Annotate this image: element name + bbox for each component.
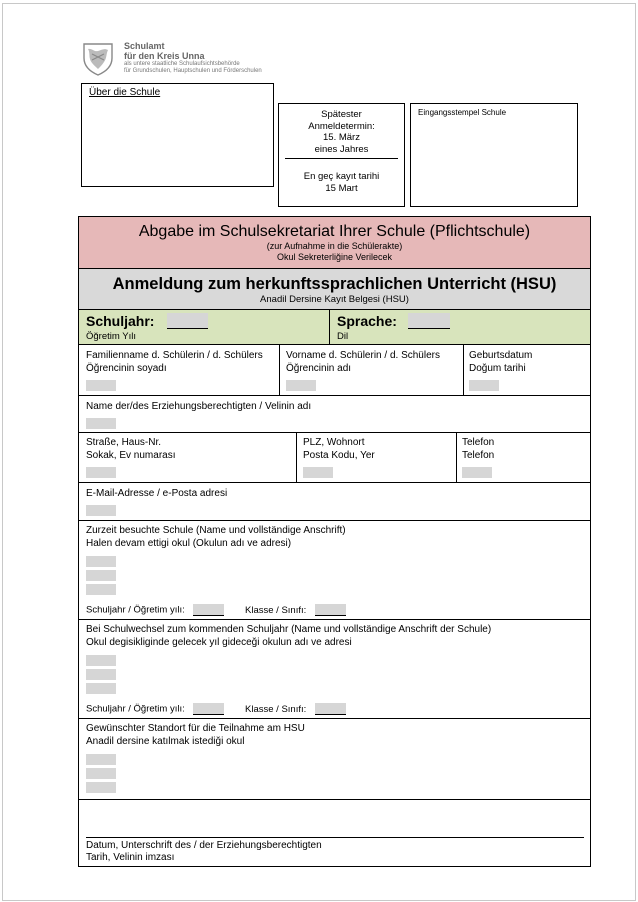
phone-field[interactable]	[462, 467, 492, 478]
org-name-line1: Schulamt	[124, 41, 165, 51]
firstname-field[interactable]	[286, 380, 316, 391]
deadline-box	[278, 103, 405, 207]
guardian-field[interactable]	[86, 418, 116, 429]
lastname-label-tr: Öğrencinin soyadı	[86, 363, 167, 374]
location-label-tr: Anadil dersine katılmak istediği okul	[86, 736, 245, 747]
location-field-2[interactable]	[86, 768, 116, 779]
current-school-year-field[interactable]	[193, 604, 224, 616]
street-label-de: Straße, Haus-Nr.	[86, 437, 162, 448]
language-field[interactable]	[408, 313, 450, 329]
next-school-field-1[interactable]	[86, 655, 116, 666]
form-table	[78, 216, 591, 867]
deadline-de-line4: eines Jahres	[314, 143, 369, 155]
firstname-label-de: Vorname d. Schülerin / d. Schülers	[286, 350, 440, 361]
stamp-label: Eingangsstempel Schule	[418, 108, 507, 117]
banner-sub1: (zur Aufnahme in die Schülerakte)	[266, 241, 403, 251]
form-title-band	[79, 269, 590, 309]
stamp-box	[410, 103, 578, 207]
next-school-year-field[interactable]	[193, 703, 224, 715]
banner-title: Abgabe im Schulsekretariat Ihrer Schule (Pflichtschule)	[138, 223, 531, 240]
language-tr: Dil	[337, 331, 349, 342]
current-school-class-field[interactable]	[315, 604, 346, 616]
deadline-de-line2: Anmeldetermin:	[308, 120, 375, 132]
next-school-field-2[interactable]	[86, 669, 116, 680]
school-info-label: Über die Schule	[89, 87, 161, 98]
current-school-field-1[interactable]	[86, 556, 116, 567]
location-field-3[interactable]	[86, 782, 116, 793]
current-school-year-label: Schuljahr / Öğretim yılı:	[86, 604, 185, 616]
signature-line[interactable]	[86, 837, 584, 838]
lastname-label-de: Familienname d. Schülerin / d. Schülers	[86, 350, 263, 361]
zip-label-tr: Posta Kodu, Yer	[303, 450, 375, 461]
zip-city-field[interactable]	[303, 467, 333, 478]
year-language-band	[79, 310, 590, 344]
org-name-line4: für Grundschulen, Hauptschulen und Förderschulen	[124, 68, 262, 74]
next-school-label-tr: Okul degisikliginde gelecek yıl gideceği okulun adı ve adresi	[86, 637, 352, 648]
current-school-label-de: Zurzeit besuchte Schule (Name und vollständige Anschrift)	[86, 525, 346, 536]
birthdate-field[interactable]	[469, 380, 499, 391]
submission-banner	[79, 217, 590, 268]
signature-label-de: Datum, Unterschrift des / der Erziehungsberechtigten	[86, 840, 322, 851]
phone-label-tr: Telefon	[462, 450, 495, 461]
street-field[interactable]	[86, 467, 116, 478]
lastname-field[interactable]	[86, 380, 116, 391]
guardian-label: Name der/des Erziehungsberechtigten / Velinin adı	[86, 401, 312, 412]
next-school-year-label: Schuljahr / Öğretim yılı:	[86, 703, 185, 715]
school-info-box	[81, 83, 274, 187]
birthdate-label-de: Geburtsdatum	[469, 350, 533, 361]
org-name-line3: als untere staatliche Schulaufsichtsbehörde	[124, 61, 240, 67]
language-label: Sprache:	[337, 313, 397, 329]
email-label: E-Mail-Adresse / e-Posta adresi	[86, 488, 228, 499]
email-field[interactable]	[86, 505, 116, 516]
current-school-field-2[interactable]	[86, 570, 116, 581]
org-name-line2: für den Kreis Unna	[124, 51, 205, 61]
deadline-divider	[285, 158, 398, 159]
next-school-field-3[interactable]	[86, 683, 116, 694]
coat-of-arms-logo	[80, 40, 116, 76]
school-year-tr: Öğretim Yılı	[86, 331, 136, 342]
signature-label-tr: Tarih, Velinin imzası	[86, 852, 175, 863]
location-field-1[interactable]	[86, 754, 116, 765]
phone-label-de: Telefon	[462, 437, 495, 448]
deadline-tr-line1: En geç kayıt tarihi	[303, 171, 380, 182]
next-school-label-de: Bei Schulwechsel zum kommenden Schuljahr (Name und vollständige Anschrift der Schule)	[86, 624, 492, 635]
current-school-label-tr: Halen devam ettigi okul (Okulun adı ve adresi)	[86, 538, 292, 549]
birthdate-label-tr: Doğum tarihi	[469, 363, 526, 374]
school-year-field[interactable]	[167, 313, 208, 329]
form-subtitle: Anadil Dersine Kayıt Belgesi (HSU)	[260, 294, 409, 305]
deadline-de-line1: Spätester	[321, 109, 362, 120]
deadline-de-line3: 15. März	[323, 132, 360, 143]
next-school-class-field[interactable]	[315, 703, 346, 715]
current-school-field-3[interactable]	[86, 584, 116, 595]
next-school-class-label: Klasse / Sınıfı:	[245, 703, 307, 715]
firstname-label-tr: Öğrencinin adı	[286, 363, 352, 374]
school-year-label: Schuljahr:	[86, 313, 155, 329]
banner-sub2: Okul Sekreterliğine Verilecek	[276, 252, 393, 262]
street-label-tr: Sokak, Ev numarası	[86, 450, 176, 461]
zip-label-de: PLZ, Wohnort	[303, 437, 365, 448]
deadline-tr-line2: 15 Mart	[325, 182, 358, 194]
current-school-class-label: Klasse / Sınıfı:	[245, 604, 307, 616]
form-title: Anmeldung zum herkunftssprachlichen Unterricht (HSU)	[112, 275, 557, 293]
location-label-de: Gewünschter Standort für die Teilnahme am HSU	[86, 723, 305, 734]
